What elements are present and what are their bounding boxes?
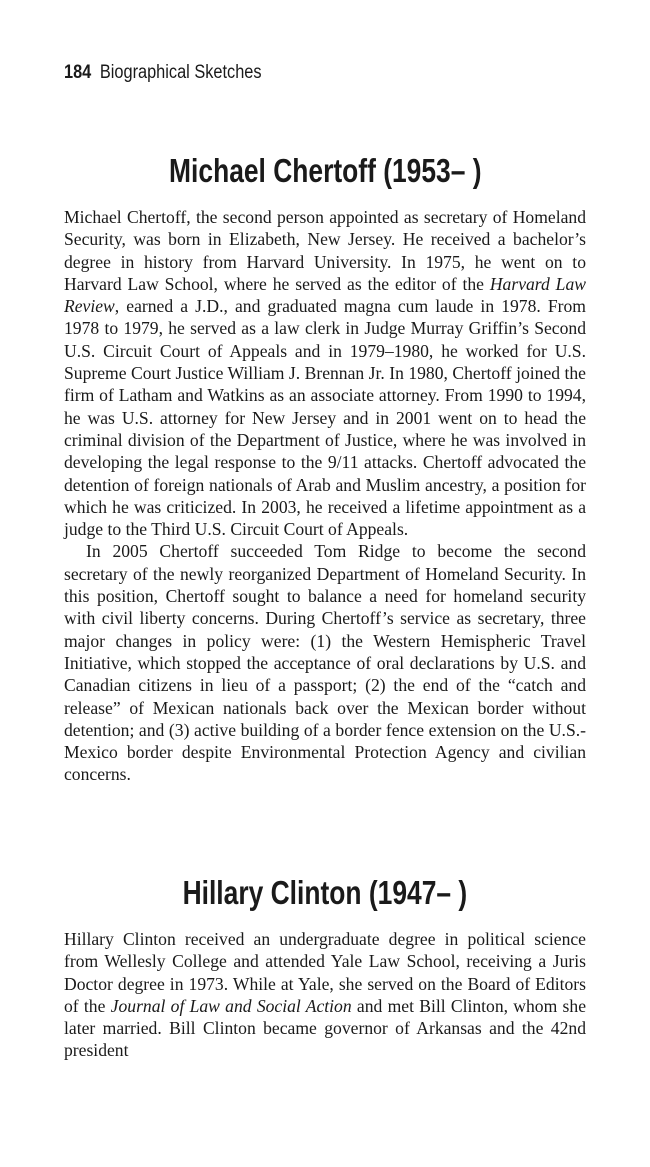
entry-body-chertoff [64,206,586,786]
entry-body-clinton [64,928,586,1062]
paragraph [64,206,586,540]
entry-heading-chertoff [0,152,650,190]
entry-heading-text: Hillary Clinton (1947– ) [182,874,468,911]
entry-heading-clinton [0,874,650,912]
paragraph-text: and met Bill Clinton, whom she later married. Bill Clinton became governor of Arkansas and the 42nd president [64,995,586,1061]
italic-title: Harvard Law Review [64,273,586,317]
running-head [64,62,262,84]
running-title: Biographical Sketches [99,62,262,83]
italic-title: Journal of Law and Social Action [110,995,352,1016]
paragraph [64,928,586,1062]
paragraph-text: Michael Chertoff, the second person appointed as secretary of Homeland Security, was born in Elizabeth, New Jersey. He received a bachelor’s degree in history from Harvard University. In 1975, he went on to Harvard Law School, where he served as the editor of the [64,207,586,294]
paragraph-text: , earned a J.D., and graduated magna cum laude in 1978. From 1978 to 1979, he served as a law clerk in Judge Murray Griffin’s Second U.S. Circuit Court of Appeals and in 1979–1980, he worked for U.S. Supreme Court Justice William J. Brennan Jr. In 1980, Chertoff joined the firm of Latham and Watkins as an associate attorney. From 1990 to 1994, he was U.S. attorney for New Jersey and in 2001 went on to head the criminal division of the Department of Justice, where he was involved in developing the legal response to the 9/11 attacks. Chertoff advocated the detention of foreign nationals of Arab and Muslim ancestry, a position for which he was criticized. In 2003, he received a lifetime appointment as a judge to the Third U.S. Circuit Court of Appeals. [64,296,586,540]
paragraph: In 2005 Chertoff succeeded Tom Ridge to become the second secretary of the newly reorganized Department of Homeland Security. In this position, Chertoff sought to balance a need for homeland security with civil liberty concerns. During Chertoff’s service as secretary, three major changes in policy were: (1) the Western Hemispheric Travel Initiative, which stopped the acceptance of oral declarations by U.S. and Canadian citizens in lieu of a passport; (2) the end of the “catch and release” of Mexican nationals back over the Mexican border without detention; and (3) active building of a border fence extension on the U.S.-Mexico border despite Environmental Protection Agency and civilian concerns. [64,541,586,785]
page-number: 184 [64,62,92,83]
entry-heading-text: Michael Chertoff (1953– ) [168,152,482,189]
paragraph-text: Hillary Clinton received an undergraduate degree in political science from Wellesly College and attended Yale Law School, receiving a Juris Doctor degree in 1973. While at Yale, she served on the Board of Editors of the [64,929,586,1016]
